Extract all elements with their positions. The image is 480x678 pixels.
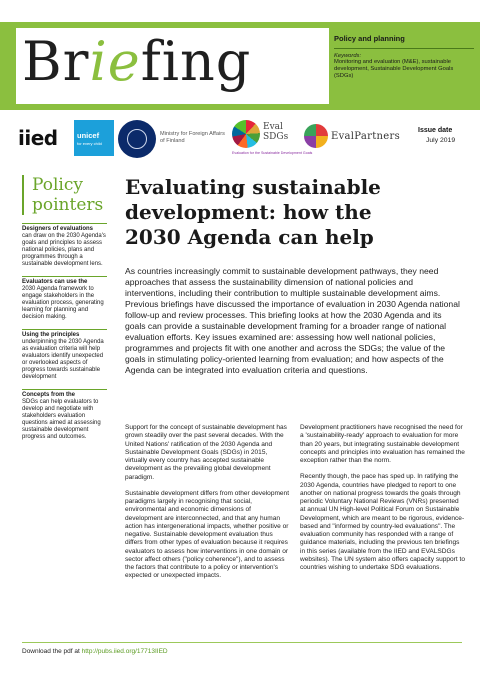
body-column-left — [125, 424, 290, 589]
pointer-item: Concepts from the SDGs can help evaluators to develop and negotiate with stakeholders evaluation questions aimed at assessing sustainable development progress and outcomes. — [22, 389, 107, 441]
body-paragraph: Support for the concept of sustainable development has grown steadily over the past several decades. With the United Nations' ratification of the 2030 Agenda and Sustainable Development Goals (SDGs) in 2015, virtually every country has accepted sustainable development as the prevailing global development paradigm. — [125, 424, 287, 481]
iied-logo: iied — [18, 126, 58, 150]
briefing-wordmark: Briefing — [22, 30, 252, 93]
pointer-item: Using the principles underpinning the 2030 Agenda as evaluation criteria will help evaluators identify unexpected or overlooked aspects of progress towards sustainable development — [22, 329, 107, 381]
evalpartners-logo: EvalPartners — [331, 131, 401, 142]
body-paragraph: Recently though, the pace has sped up. In ratifying the 2030 Agenda, countries have pledged to report to one another on national progress towards the goals through periodic Voluntary National Reviews (VNRs) presented at annual UN High-level Political Forum on Sustainable Development, which are meant to be rigorous, evidence-based and "informed by country-led evaluations". The evaluation community has responded with a range of guidance materials, including the previous ten briefings in this series (available from the IIED and EVALSDGs websites). The UN system also offers capacity support to countries wishing to undertake SDG evaluations. — [300, 473, 465, 571]
body-paragraph: Sustainable development differs from other development paradigms largely in recognising that social, environmental and economic dimensions of development are interconnected, and that any human action has intergenerational impacts, whether positive or negative. Sustainable development evaluation thus differs from other types of evaluation because it requires evaluators to assess how interventions in one domain or sector affect others ("policy coherence"), and to assess the factors that contribute to a policy or intervention's expected or unexpected impacts. — [125, 489, 290, 580]
issue-date: July 2019 — [426, 137, 456, 144]
footer-download: Download the pdf at http://pubs.iied.org/17713IIED — [22, 648, 168, 655]
policy-pointers-title: Policy pointers — [22, 175, 107, 215]
header-meta — [334, 34, 474, 80]
pointer-item: Designers of evaluations can draw on the 2030 Agenda's goals and principles to assess national policies, plans and programmes through a sustainable development lens. — [22, 223, 107, 268]
pdf-download-link[interactable]: http://pubs.iied.org/17713IIED — [81, 648, 168, 655]
pointer-item: Evaluators can use the 2030 Agenda framework to engage stakeholders in the evaluation process, generating learning for planning and decision making. — [22, 276, 107, 321]
divider — [334, 48, 474, 49]
policy-pointers — [22, 175, 107, 441]
unicef-logo: unicef for every child — [74, 120, 114, 156]
finland-ministry-label: Ministry for Foreign Affairs of Finland — [160, 131, 225, 144]
finland-emblem-icon — [118, 120, 156, 158]
issue-date-label: Issue date — [418, 127, 453, 134]
evalsdgs-wheel-icon — [232, 120, 260, 148]
keywords-label: Keywords: — [334, 53, 362, 59]
keywords-text: Monitoring and evaluation (M&E), sustainable development, Sustainable Development Goals (SDGs) — [334, 59, 454, 79]
partner-logos — [0, 114, 480, 162]
evalsdgs-tagline: Evaluation for the Sustainable Development Goals — [232, 151, 313, 155]
footer-divider — [22, 642, 462, 643]
evalsdgs-logo: Eval SDGs — [263, 122, 289, 142]
article-title: Evaluating sustainable development: how the 2030 Agenda can help — [125, 175, 381, 249]
body-column-right — [300, 424, 465, 580]
body-paragraph: Development practitioners have recognised the need for a 'sustainability-ready' approach to evaluation for more than 20 years, but integrating sustainable development concepts and principles into evaluation has remained the exception rather than the norm. — [300, 424, 465, 464]
evalpartners-mark-icon — [304, 124, 328, 148]
topic-label: Policy and planning — [334, 34, 405, 43]
intro-paragraph: As countries increasingly commit to sustainable development pathways, they need approaches that assess the sustainability dimension of national policies and interventions, including their contribution to multiple sustainable development aims. Previous briefings have discussed the importance of evaluation in 2030 Agenda national follow-up and review processes. This briefing looks at how the 2030 Agenda and its goals can provide a sustainable development framing for a broader range of national evaluation efforts. Key issues examined are: assessing how well national policies, programmes and projects fit with one another and across the SDGs; the value of the goals in stimulating policy-oriented learning from evaluation; and how aspects of the Agenda can be integrated into evaluation criteria and questions. — [125, 266, 460, 375]
